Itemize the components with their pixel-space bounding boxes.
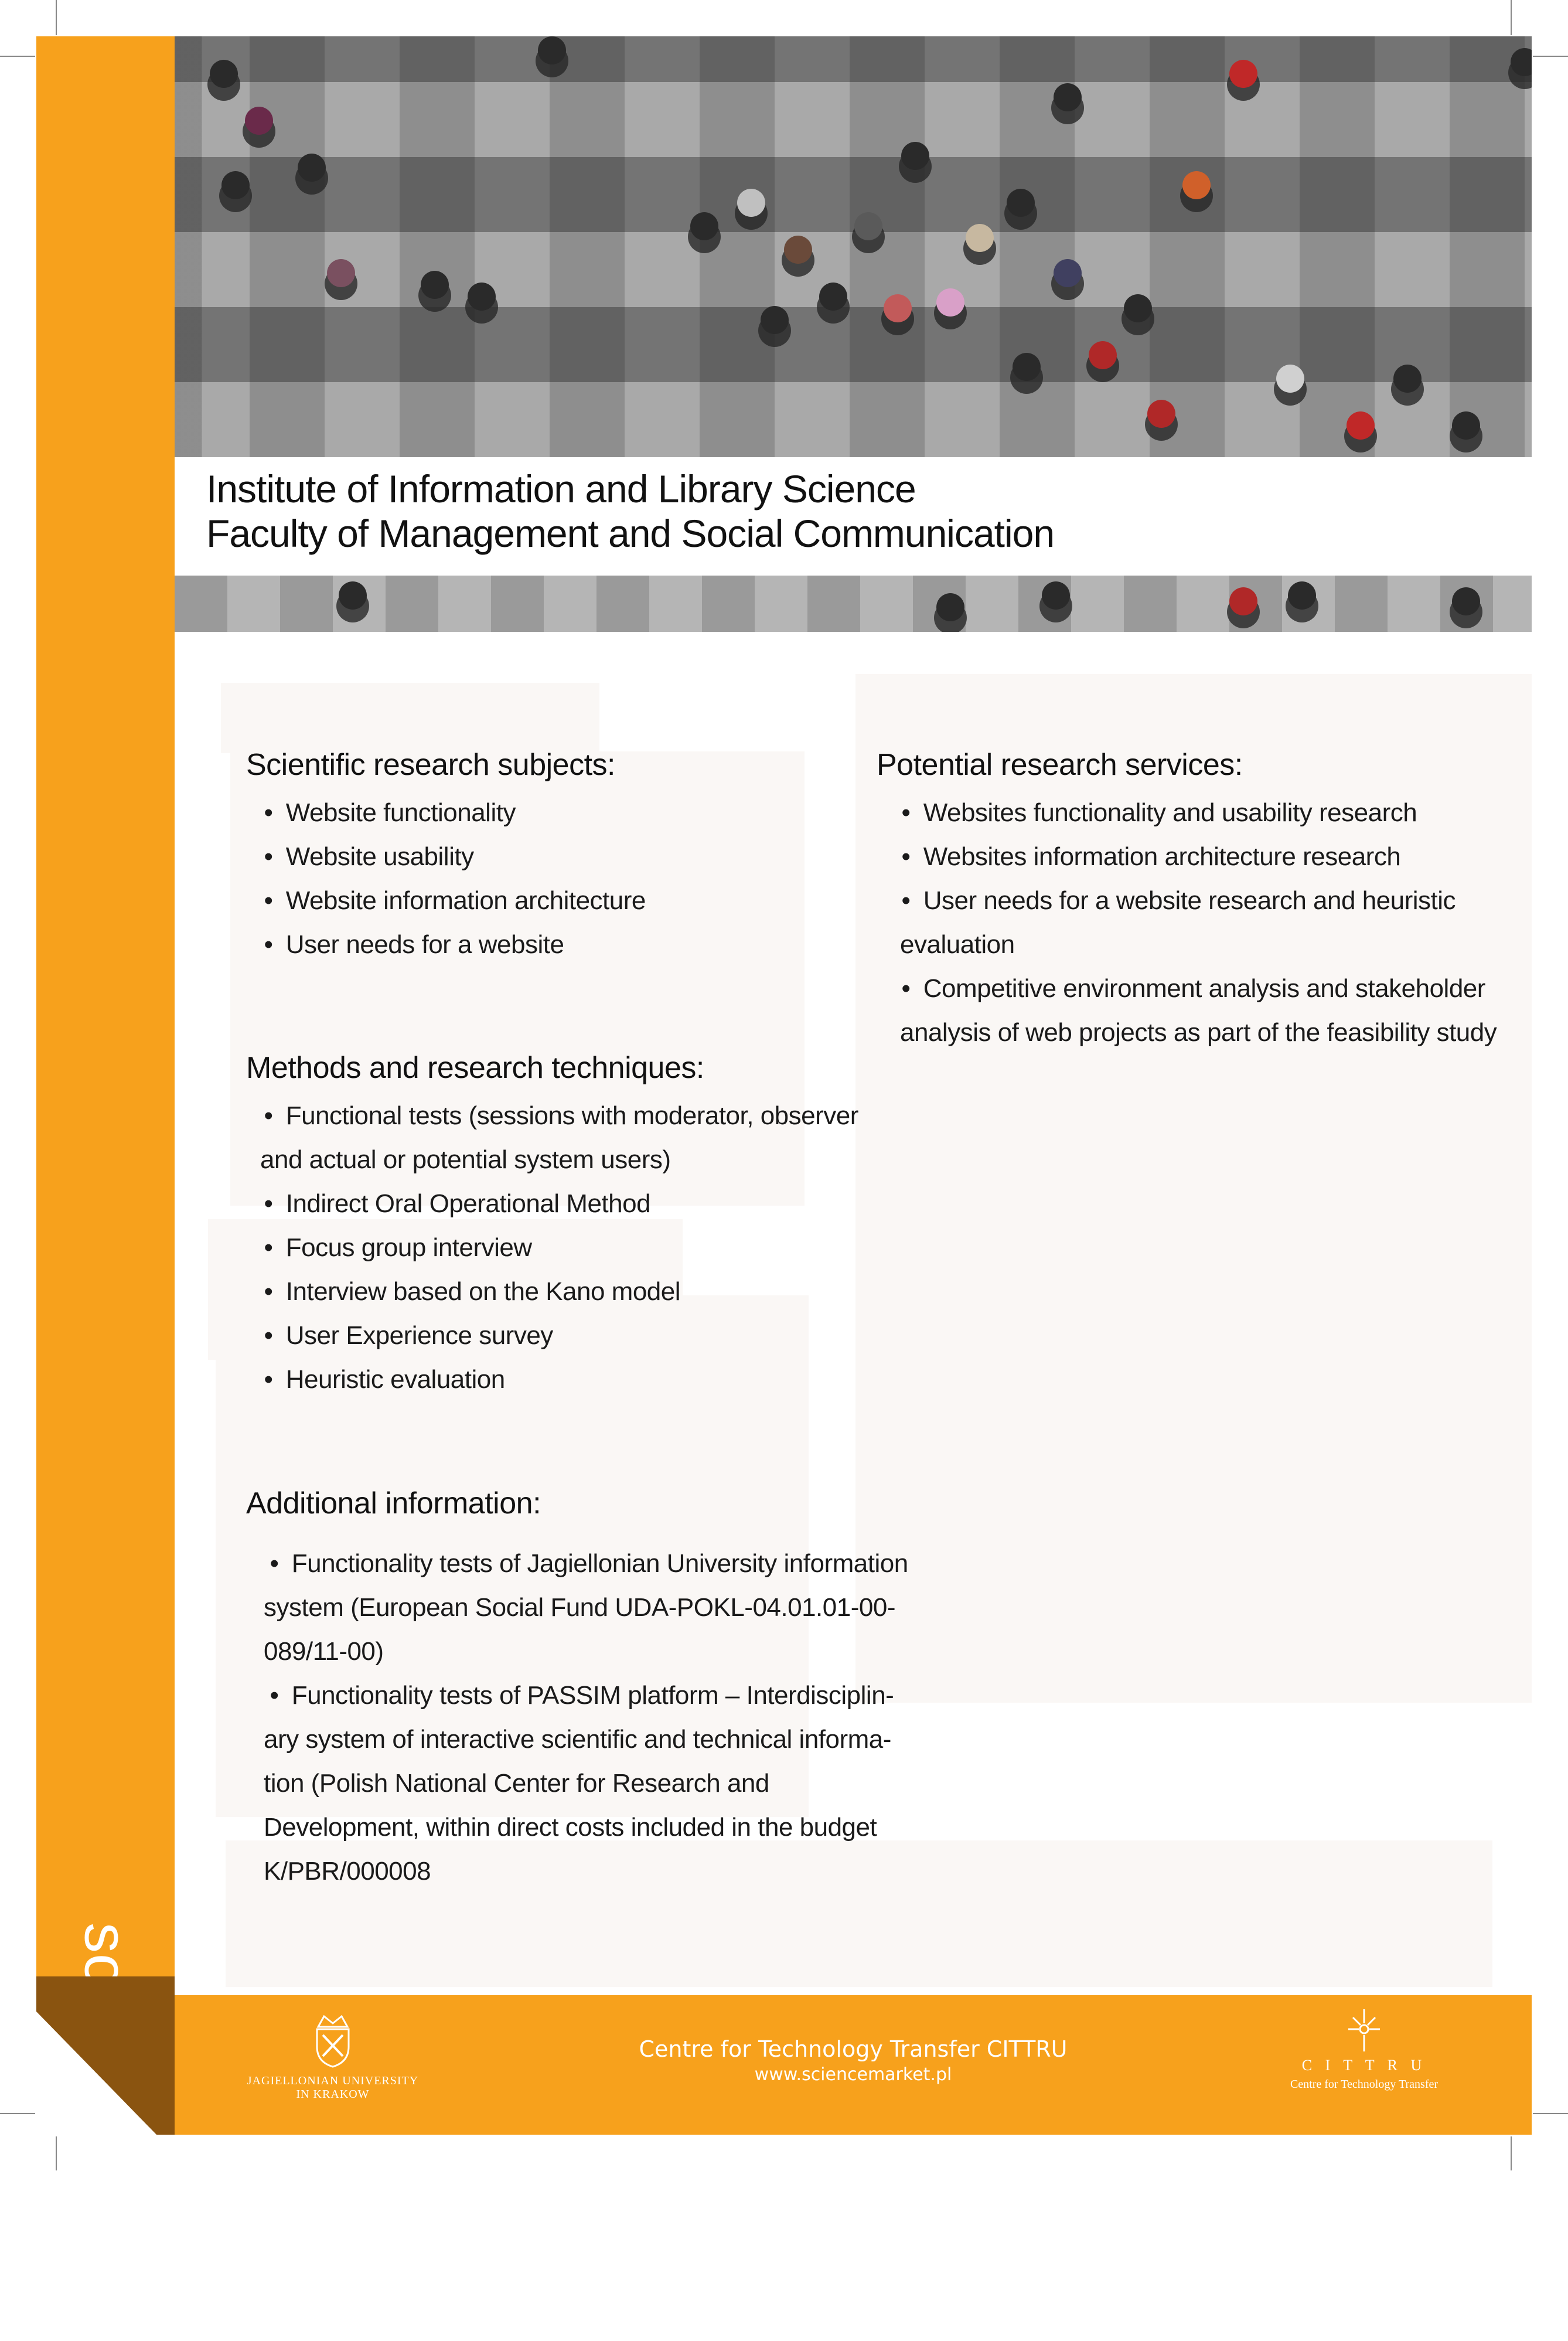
list-item: • Competitive environment analysis and stakeholder [901, 974, 1485, 1003]
list-item: • Websites functionality and usability research [901, 798, 1417, 827]
sidebar-band [36, 36, 175, 1994]
institute-name: Institute of Information and Library Science [206, 467, 916, 511]
crop-mark [0, 2113, 35, 2114]
crop-mark [56, 0, 57, 35]
centre-title: Centre for Technology Transfer CITTRU [639, 2036, 1068, 2062]
services-title: Potential research services: [877, 748, 1243, 782]
list-item: • Website information architecture [264, 886, 646, 915]
list-item: • Functional tests (sessions with moderator, observer [264, 1101, 858, 1130]
list-item: analysis of web projects as part of the feasibility study [900, 1018, 1497, 1047]
additional-title: Additional information: [246, 1486, 541, 1520]
crop-mark [1533, 56, 1568, 57]
services-list [895, 791, 1497, 1054]
photo-strip [175, 576, 1532, 632]
star-icon [1344, 2007, 1385, 2054]
centre-url[interactable]: www.sciencemarket.pl [754, 2064, 952, 2085]
list-item: tion (Polish National Center for Research and [264, 1769, 769, 1798]
crop-mark [1511, 0, 1512, 35]
list-item: • Focus group interview [264, 1233, 532, 1262]
cittru-name: C I T T R U [1301, 2057, 1427, 2074]
crop-mark [0, 56, 35, 57]
list-item: • User needs for a website [264, 930, 564, 959]
list-item: and actual or potential system users) [260, 1145, 671, 1174]
list-item: • Functionality tests of PASSIM platform – Interdisciplin- [270, 1681, 894, 1710]
crop-mark [1533, 2113, 1568, 2114]
corner-fold [36, 1976, 196, 2135]
cittru-tagline: Centre for Technology Transfer [1290, 2078, 1439, 2091]
list-item: Development, within direct costs included in the budget [264, 1813, 877, 1842]
list-item: • Indirect Oral Operational Method [264, 1189, 651, 1218]
list-item: evaluation [900, 930, 1015, 959]
crop-mark [56, 2136, 57, 2170]
list-item: • Website functionality [264, 798, 516, 827]
cittru-logo [1259, 2007, 1470, 2124]
scientific-title: Scientific research subjects: [246, 748, 615, 782]
list-item: 089/11-00) [264, 1637, 384, 1666]
list-item: K/PBR/000008 [264, 1857, 431, 1886]
list-item: • User Experience survey [264, 1321, 553, 1350]
methods-list [258, 1094, 858, 1401]
faculty-name: Faculty of Management and Social Communication [206, 512, 1055, 555]
scientific-list [258, 791, 646, 967]
ju-city: IN KRAKOW [296, 2088, 370, 2101]
methods-title: Methods and research techniques: [246, 1051, 704, 1085]
list-item: ary system of interactive scientific and technical informa- [264, 1725, 891, 1754]
additional-list [264, 1542, 908, 1893]
crop-mark [1511, 2136, 1512, 2170]
header-titles [206, 467, 1495, 556]
list-item: system (European Social Fund UDA-POKL-04.01.01-00- [264, 1593, 895, 1622]
content-panel [221, 683, 599, 753]
list-item: • Website usability [264, 842, 474, 871]
list-item: • Functionality tests of Jagiellonian University information [270, 1549, 908, 1578]
header-photo [175, 36, 1532, 457]
list-item: • Interview based on the Kano model [264, 1277, 681, 1306]
footer-band [175, 1995, 1532, 2135]
list-item: • Websites information architecture research [901, 842, 1401, 871]
list-item: • Heuristic evaluation [264, 1365, 505, 1394]
ju-name: JAGIELLONIAN UNIVERSITY [247, 2074, 419, 2087]
list-item: • User needs for a website research and heuristic [901, 886, 1456, 915]
